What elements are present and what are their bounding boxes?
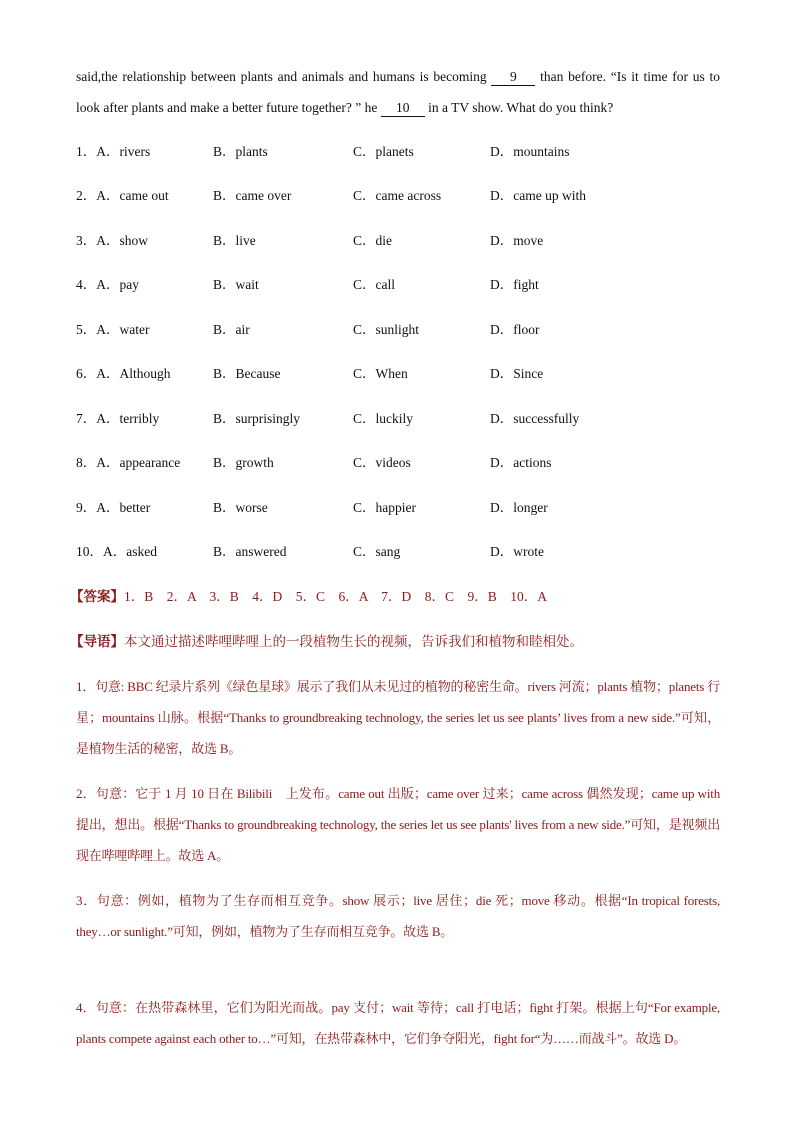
question-row-8	[76, 453, 720, 473]
option-c: C．happier	[353, 500, 416, 515]
answer-tag: 【答案】	[70, 589, 124, 604]
option-c: C．luckily	[353, 411, 413, 426]
option-a: 8．A．appearance	[76, 455, 181, 470]
answer-text: 1．B 2．A 3．B 4．D 5．C 6．A 7．D 8．C 9．B 10．A	[124, 589, 548, 604]
passage-line1-post: than before. “Is it time for us to look after plants and make a better future together? ” he	[76, 69, 720, 115]
option-d: D．Since	[490, 366, 544, 381]
option-c: C．came across	[353, 188, 442, 203]
guide-section	[70, 631, 720, 653]
question-row-9	[76, 498, 720, 518]
explanation-4: 4．句意：在热带森林里，它们为阳光而战。pay 支付；wait 等待；call 打电话；fight 打架。根据上句“For example, plants compete against each other to…”可知，在热带森林中，它们争夺阳光，fight for“为……而战斗”。故选 D。	[76, 1000, 720, 1046]
question-row-5	[76, 320, 720, 340]
option-b: B．plants	[213, 144, 268, 159]
option-b: B．air	[213, 322, 250, 337]
option-b: B．Because	[213, 366, 281, 381]
question-row-3	[76, 231, 720, 251]
option-b: B．answered	[213, 544, 287, 559]
option-b: B．wait	[213, 277, 259, 292]
question-row-4	[76, 275, 720, 295]
option-a: 2．A．came out	[76, 188, 169, 203]
blank-9: 9	[491, 69, 535, 86]
option-c: C．sang	[353, 544, 401, 559]
option-c: C．die	[353, 233, 392, 248]
question-row-2	[76, 186, 720, 206]
option-d: D．wrote	[490, 544, 544, 559]
option-b: B．worse	[213, 500, 268, 515]
option-a: 10．A．asked	[76, 544, 157, 559]
option-a: 6．A．Although	[76, 366, 171, 381]
option-d: D．came up with	[490, 188, 586, 203]
blank-10: 10	[381, 100, 425, 117]
guide-text: 本文通过描述哔哩哔哩上的一段植物生长的视频，告诉我们和植物和睦相处。	[124, 634, 583, 649]
option-c: C．call	[353, 277, 395, 292]
option-b: B．live	[213, 233, 256, 248]
passage-text	[76, 61, 720, 123]
option-c: C．When	[353, 366, 408, 381]
option-c: C．videos	[353, 455, 411, 470]
answer-key	[70, 586, 720, 608]
option-d: D．floor	[490, 322, 540, 337]
question-row-1	[76, 142, 720, 162]
option-d: D．move	[490, 233, 544, 248]
option-d: D．successfully	[490, 411, 580, 426]
option-c: C．planets	[353, 144, 414, 159]
option-c: C．sunlight	[353, 322, 420, 337]
option-a: 3．A．show	[76, 233, 149, 248]
question-row-7	[76, 409, 720, 429]
explanation-1: 1．句意: BBC 纪录片系列《绿色星球》展示了我们从未见过的植物的秘密生命。rivers 河流；plants 植物；planets 行星；mountains 山脉。根据“Thanks to groundbreaking technology, the series let us see plants’ lives from a new side.”可知，是植物生活的秘密，故选 B。	[76, 679, 720, 756]
option-b: B．surprisingly	[213, 411, 301, 426]
explanation-3: 3．句意：例如，植物为了生存而相互竞争。show 展示；live 居住；die 死；move 移动。根据“In tropical forests, they…or sunlight.”可知，例如，植物为了生存而相互竞争。故选 B。	[76, 893, 720, 939]
passage-line1-pre: said,the relationship between plants and animals and humans is becoming	[76, 69, 492, 84]
guide-tag: 【导语】	[70, 634, 124, 649]
option-a: 9．A．better	[76, 500, 151, 515]
option-d: D．actions	[490, 455, 552, 470]
option-a: 4．A．pay	[76, 277, 139, 292]
option-a: 5．A．water	[76, 322, 150, 337]
option-d: D．fight	[490, 277, 539, 292]
option-d: D．longer	[490, 500, 548, 515]
passage-line2-post: in a TV show. What do you think?	[424, 100, 614, 115]
question-row-10	[76, 542, 720, 562]
option-b: B．growth	[213, 455, 274, 470]
option-b: B．came over	[213, 188, 292, 203]
question-row-6	[76, 364, 720, 384]
option-a: 7．A．terribly	[76, 411, 160, 426]
explanation-2: 2．句意：它于 1 月 10 日在 Bilibili 上发布。came out 出版；came over 过来；came across 偶然发现；came up with 提出，想出。根据“Thanks to groundbreaking technology, the series let us see plants' lives from a new side.”可知，是视频出现在哔哩哔哩上。故选 A。	[76, 786, 720, 863]
option-a: 1．A．rivers	[76, 144, 151, 159]
option-d: D．mountains	[490, 144, 570, 159]
